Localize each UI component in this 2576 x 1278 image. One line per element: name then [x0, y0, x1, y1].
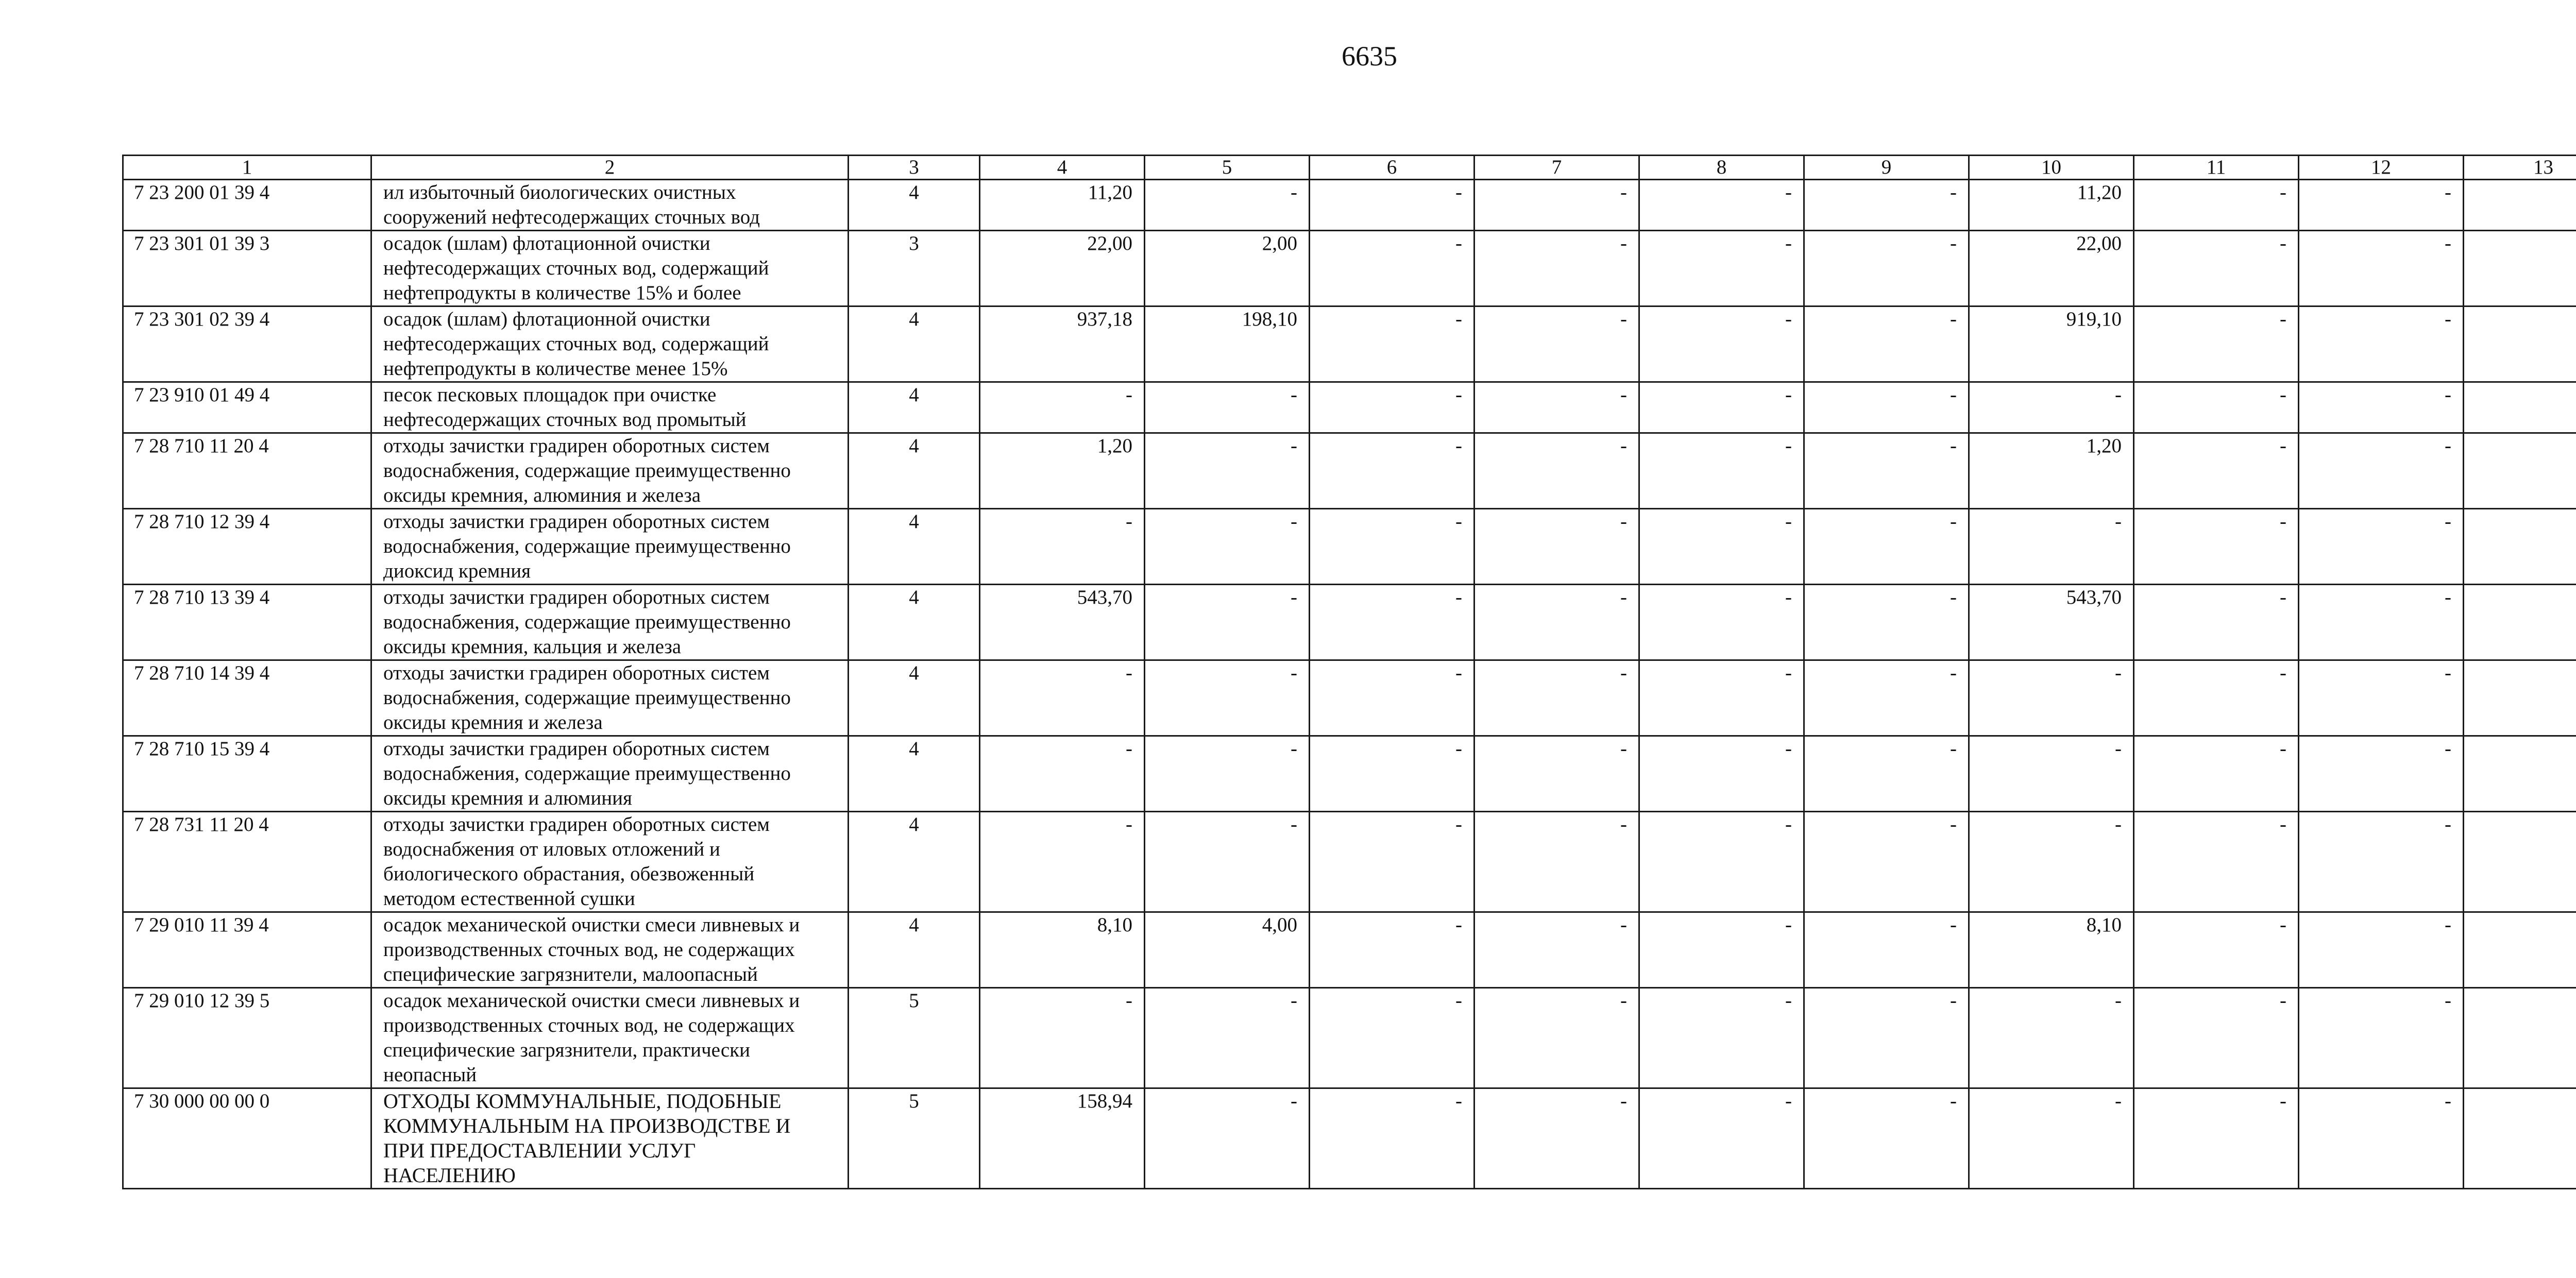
hazard-class-cell: 4 — [849, 812, 980, 912]
column-number-8: 8 — [1639, 156, 1804, 180]
value-cell-col-12: - — [2299, 231, 2464, 306]
waste-name-cell — [371, 382, 849, 433]
value-cell-col-4: - — [980, 988, 1145, 1088]
value-cell-col-8: - — [1639, 660, 1804, 736]
value-cell-col-13 — [2464, 812, 2576, 912]
waste-code-cell: 7 28 710 15 39 4 — [123, 736, 371, 812]
value-cell-col-7: - — [1475, 585, 1639, 660]
hazard-class-cell: 5 — [849, 1088, 980, 1189]
value-cell-col-8: - — [1639, 231, 1804, 306]
waste-name-line: осадок (шлам) флотационной очистки — [383, 308, 710, 330]
value-cell-col-5: - — [1145, 736, 1310, 812]
value-cell-col-8: - — [1639, 306, 1804, 382]
value-cell-col-9: - — [1804, 736, 1969, 812]
hazard-class-cell: 4 — [849, 660, 980, 736]
value-cell-col-13 — [2464, 180, 2576, 231]
waste-code-cell: 7 23 200 01 39 4 — [123, 180, 371, 231]
value-cell-col-6: - — [1310, 736, 1475, 812]
waste-table — [122, 155, 2576, 1189]
value-cell-col-13 — [2464, 660, 2576, 736]
table-row — [123, 912, 2576, 988]
value-cell-col-12: - — [2299, 812, 2464, 912]
value-cell-col-8: - — [1639, 1088, 1804, 1189]
value-cell-col-8: - — [1639, 433, 1804, 509]
value-cell-col-7: - — [1475, 988, 1639, 1088]
value-cell-col-10: 22,00 — [1969, 231, 2134, 306]
waste-code-cell: 7 23 301 01 39 3 — [123, 231, 371, 306]
waste-name-line: водоснабжения, содержащие преимущественно — [383, 611, 791, 633]
value-cell-col-13 — [2464, 1088, 2576, 1189]
column-number-2: 2 — [371, 156, 849, 180]
waste-name-line: осадок механической очистки смеси ливневых и — [383, 990, 800, 1012]
table-body — [123, 180, 2576, 1189]
waste-name-line: оксиды кремния, кальция и железа — [383, 636, 682, 658]
value-cell-col-10: - — [1969, 988, 2134, 1088]
value-cell-col-4: - — [980, 509, 1145, 585]
value-cell-col-6: - — [1310, 660, 1475, 736]
table-header — [123, 156, 2576, 180]
waste-name-line: ПРИ ПРЕДОСТАВЛЕНИИ УСЛУГ — [383, 1139, 696, 1162]
value-cell-col-7: - — [1475, 912, 1639, 988]
value-cell-col-10: - — [1969, 812, 2134, 912]
waste-name-line: водоснабжения, содержащие преимущественно — [383, 762, 791, 785]
waste-name-cell — [371, 988, 849, 1088]
value-cell-col-7: - — [1475, 736, 1639, 812]
value-cell-col-9: - — [1804, 509, 1969, 585]
value-cell-col-7: - — [1475, 382, 1639, 433]
value-cell-col-6: - — [1310, 988, 1475, 1088]
value-cell-col-12: - — [2299, 382, 2464, 433]
value-cell-col-4: 937,18 — [980, 306, 1145, 382]
value-cell-col-8: - — [1639, 509, 1804, 585]
value-cell-col-12: - — [2299, 433, 2464, 509]
waste-name-line: осадок механической очистки смеси ливневых и — [383, 914, 800, 936]
waste-name-cell — [371, 1088, 849, 1189]
waste-name-line: биологического обрастания, обезвоженный — [383, 863, 755, 885]
value-cell-col-4: - — [980, 660, 1145, 736]
value-cell-col-12: - — [2299, 660, 2464, 736]
waste-name-line: НАСЕЛЕНИЮ — [383, 1164, 516, 1187]
waste-name-line: нефтепродукты в количестве менее 15% — [383, 357, 728, 380]
value-cell-col-5: - — [1145, 382, 1310, 433]
table-row — [123, 509, 2576, 585]
value-cell-col-4: 22,00 — [980, 231, 1145, 306]
value-cell-col-6: - — [1310, 433, 1475, 509]
value-cell-col-13 — [2464, 306, 2576, 382]
waste-name-line: водоснабжения, содержащие преимущественно — [383, 459, 791, 482]
value-cell-col-10: 11,20 — [1969, 180, 2134, 231]
value-cell-col-9: - — [1804, 231, 1969, 306]
waste-name-line: специфические загрязнители, практически — [383, 1039, 750, 1061]
value-cell-col-7: - — [1475, 660, 1639, 736]
value-cell-col-9: - — [1804, 988, 1969, 1088]
waste-name-cell — [371, 180, 849, 231]
value-cell-col-13 — [2464, 736, 2576, 812]
column-number-11: 11 — [2134, 156, 2299, 180]
waste-code-cell: 7 23 910 01 49 4 — [123, 382, 371, 433]
waste-name-line: сооружений нефтесодержащих сточных вод — [383, 206, 760, 228]
value-cell-col-11: - — [2134, 812, 2299, 912]
waste-name-cell — [371, 812, 849, 912]
waste-name-line: водоснабжения от иловых отложений и — [383, 838, 720, 860]
value-cell-col-6: - — [1310, 1088, 1475, 1189]
value-cell-col-6: - — [1310, 585, 1475, 660]
value-cell-col-10: 919,10 — [1969, 306, 2134, 382]
value-cell-col-8: - — [1639, 585, 1804, 660]
value-cell-col-12: - — [2299, 306, 2464, 382]
value-cell-col-11: - — [2134, 382, 2299, 433]
value-cell-col-12: - — [2299, 988, 2464, 1088]
waste-name-line: водоснабжения, содержащие преимущественно — [383, 535, 791, 557]
hazard-class-cell: 3 — [849, 231, 980, 306]
waste-name-line: оксиды кремния и алюминия — [383, 787, 632, 809]
value-cell-col-10: - — [1969, 509, 2134, 585]
column-number-12: 12 — [2299, 156, 2464, 180]
table-row — [123, 433, 2576, 509]
column-number-4: 4 — [980, 156, 1145, 180]
value-cell-col-11: - — [2134, 1088, 2299, 1189]
waste-name-line: диоксид кремния — [383, 560, 531, 582]
value-cell-col-5: - — [1145, 1088, 1310, 1189]
waste-code-cell: 7 28 731 11 20 4 — [123, 812, 371, 912]
hazard-class-cell: 5 — [849, 988, 980, 1088]
value-cell-col-12: - — [2299, 912, 2464, 988]
value-cell-col-10: - — [1969, 736, 2134, 812]
waste-name-line: ил избыточный биологических очистных — [383, 181, 736, 203]
waste-code-cell: 7 29 010 11 39 4 — [123, 912, 371, 988]
value-cell-col-4: 1,20 — [980, 433, 1145, 509]
value-cell-col-4: - — [980, 382, 1145, 433]
value-cell-col-10: - — [1969, 382, 2134, 433]
hazard-class-cell: 4 — [849, 433, 980, 509]
column-number-13: 13 — [2464, 156, 2576, 180]
table-row — [123, 180, 2576, 231]
waste-code-cell: 7 28 710 11 20 4 — [123, 433, 371, 509]
value-cell-col-8: - — [1639, 180, 1804, 231]
column-number-6: 6 — [1310, 156, 1475, 180]
value-cell-col-9: - — [1804, 660, 1969, 736]
waste-name-line: методом естественной сушки — [383, 888, 635, 910]
hazard-class-cell: 4 — [849, 736, 980, 812]
waste-name-cell — [371, 509, 849, 585]
waste-name-line: водоснабжения, содержащие преимущественно — [383, 687, 791, 709]
value-cell-col-7: - — [1475, 180, 1639, 231]
value-cell-col-9: - — [1804, 1088, 1969, 1189]
waste-name-line: нефтесодержащих сточных вод, содержащий — [383, 333, 769, 355]
value-cell-col-8: - — [1639, 812, 1804, 912]
table-row — [123, 231, 2576, 306]
value-cell-col-10: - — [1969, 1088, 2134, 1189]
value-cell-col-5: - — [1145, 585, 1310, 660]
value-cell-col-6: - — [1310, 180, 1475, 231]
waste-name-line: специфические загрязнители, малоопасный — [383, 963, 758, 985]
value-cell-col-13 — [2464, 509, 2576, 585]
value-cell-col-12: - — [2299, 736, 2464, 812]
value-cell-col-7: - — [1475, 306, 1639, 382]
value-cell-col-9: - — [1804, 433, 1969, 509]
value-cell-col-5: 4,00 — [1145, 912, 1310, 988]
value-cell-col-8: - — [1639, 912, 1804, 988]
waste-name-line: ОТХОДЫ КОММУНАЛЬНЫЕ, ПОДОБНЫЕ — [383, 1089, 782, 1113]
column-number-10: 10 — [1969, 156, 2134, 180]
table-row — [123, 306, 2576, 382]
waste-code-cell: 7 30 000 00 00 0 — [123, 1088, 371, 1189]
value-cell-col-4: - — [980, 812, 1145, 912]
value-cell-col-6: - — [1310, 912, 1475, 988]
column-number-3: 3 — [849, 156, 980, 180]
value-cell-col-6: - — [1310, 382, 1475, 433]
waste-name-line: отходы зачистки градирен оборотных систем — [383, 738, 770, 760]
value-cell-col-9: - — [1804, 382, 1969, 433]
value-cell-col-7: - — [1475, 812, 1639, 912]
value-cell-col-13 — [2464, 231, 2576, 306]
value-cell-col-12: - — [2299, 180, 2464, 231]
value-cell-col-10: 8,10 — [1969, 912, 2134, 988]
value-cell-col-11: - — [2134, 306, 2299, 382]
value-cell-col-5: 198,10 — [1145, 306, 1310, 382]
table-row — [123, 736, 2576, 812]
waste-name-line: отходы зачистки градирен оборотных систем — [383, 813, 770, 836]
waste-name-line: отходы зачистки градирен оборотных систем — [383, 662, 770, 684]
value-cell-col-11: - — [2134, 231, 2299, 306]
waste-code-cell: 7 28 710 13 39 4 — [123, 585, 371, 660]
column-number-5: 5 — [1145, 156, 1310, 180]
value-cell-col-4: 158,94 — [980, 1088, 1145, 1189]
value-cell-col-8: - — [1639, 736, 1804, 812]
hazard-class-cell: 4 — [849, 306, 980, 382]
table-row — [123, 660, 2576, 736]
value-cell-col-4: - — [980, 736, 1145, 812]
waste-name-line: отходы зачистки градирен оборотных систем — [383, 510, 770, 533]
value-cell-col-11: - — [2134, 585, 2299, 660]
value-cell-col-5: - — [1145, 988, 1310, 1088]
waste-name-line: нефтепродукты в количестве 15% и более — [383, 282, 741, 304]
value-cell-col-9: - — [1804, 912, 1969, 988]
value-cell-col-5: 2,00 — [1145, 231, 1310, 306]
waste-name-cell — [371, 433, 849, 509]
waste-name-line: нефтесодержащих сточных вод промытый — [383, 408, 747, 431]
table-row — [123, 585, 2576, 660]
value-cell-col-5: - — [1145, 812, 1310, 912]
value-cell-col-5: - — [1145, 433, 1310, 509]
value-cell-col-12: - — [2299, 585, 2464, 660]
value-cell-col-5: - — [1145, 660, 1310, 736]
hazard-class-cell: 4 — [849, 912, 980, 988]
waste-name-line: оксиды кремния и железа — [383, 711, 603, 734]
waste-name-line: отходы зачистки градирен оборотных систем — [383, 435, 770, 457]
value-cell-col-8: - — [1639, 988, 1804, 1088]
value-cell-col-7: - — [1475, 1088, 1639, 1189]
value-cell-col-11: - — [2134, 509, 2299, 585]
waste-name-cell — [371, 585, 849, 660]
waste-name-line: оксиды кремния, алюминия и железа — [383, 484, 701, 506]
value-cell-col-5: - — [1145, 509, 1310, 585]
waste-name-line: неопасный — [383, 1064, 477, 1086]
value-cell-col-7: - — [1475, 231, 1639, 306]
table-row — [123, 1088, 2576, 1189]
waste-name-cell — [371, 736, 849, 812]
value-cell-col-4: 11,20 — [980, 180, 1145, 231]
value-cell-col-13 — [2464, 382, 2576, 433]
waste-name-line: отходы зачистки градирен оборотных систем — [383, 586, 770, 608]
table-row — [123, 988, 2576, 1088]
waste-code-cell: 7 29 010 12 39 5 — [123, 988, 371, 1088]
value-cell-col-8: - — [1639, 382, 1804, 433]
waste-code-cell: 7 28 710 14 39 4 — [123, 660, 371, 736]
waste-name-cell — [371, 306, 849, 382]
waste-name-line: КОММУНАЛЬНЫМ НА ПРОИЗВОДСТВЕ И — [383, 1114, 791, 1137]
value-cell-col-11: - — [2134, 736, 2299, 812]
column-number-7: 7 — [1475, 156, 1639, 180]
value-cell-col-13 — [2464, 912, 2576, 988]
value-cell-col-7: - — [1475, 509, 1639, 585]
hazard-class-cell: 4 — [849, 585, 980, 660]
value-cell-col-4: 8,10 — [980, 912, 1145, 988]
value-cell-col-11: - — [2134, 433, 2299, 509]
value-cell-col-6: - — [1310, 812, 1475, 912]
value-cell-col-13 — [2464, 988, 2576, 1088]
value-cell-col-13 — [2464, 585, 2576, 660]
value-cell-col-6: - — [1310, 509, 1475, 585]
table-row — [123, 382, 2576, 433]
waste-name-cell — [371, 231, 849, 306]
waste-name-line: производственных сточных вод, не содержащих — [383, 939, 795, 961]
value-cell-col-12: - — [2299, 1088, 2464, 1189]
waste-code-cell: 7 28 710 12 39 4 — [123, 509, 371, 585]
value-cell-col-9: - — [1804, 306, 1969, 382]
value-cell-col-6: - — [1310, 231, 1475, 306]
value-cell-col-13 — [2464, 433, 2576, 509]
value-cell-col-7: - — [1475, 433, 1639, 509]
value-cell-col-11: - — [2134, 180, 2299, 231]
value-cell-col-12: - — [2299, 509, 2464, 585]
waste-name-cell — [371, 912, 849, 988]
value-cell-col-9: - — [1804, 585, 1969, 660]
hazard-class-cell: 4 — [849, 180, 980, 231]
column-number-9: 9 — [1804, 156, 1969, 180]
hazard-class-cell: 4 — [849, 509, 980, 585]
value-cell-col-10: 1,20 — [1969, 433, 2134, 509]
waste-name-line: нефтесодержащих сточных вод, содержащий — [383, 257, 769, 279]
value-cell-col-9: - — [1804, 180, 1969, 231]
value-cell-col-10: 543,70 — [1969, 585, 2134, 660]
value-cell-col-6: - — [1310, 306, 1475, 382]
value-cell-col-10: - — [1969, 660, 2134, 736]
value-cell-col-9: - — [1804, 812, 1969, 912]
hazard-class-cell: 4 — [849, 382, 980, 433]
page-number: 6635 — [1342, 41, 1397, 72]
value-cell-col-11: - — [2134, 988, 2299, 1088]
value-cell-col-5: - — [1145, 180, 1310, 231]
waste-name-cell — [371, 660, 849, 736]
column-number-1: 1 — [123, 156, 371, 180]
waste-name-line: производственных сточных вод, не содержащих — [383, 1014, 795, 1036]
value-cell-col-11: - — [2134, 912, 2299, 988]
waste-name-line: песок песковых площадок при очистке — [383, 384, 717, 406]
value-cell-col-11: - — [2134, 660, 2299, 736]
waste-name-line: осадок (шлам) флотационной очистки — [383, 232, 710, 254]
column-number-row — [123, 156, 2576, 180]
value-cell-col-4: 543,70 — [980, 585, 1145, 660]
table-row — [123, 812, 2576, 912]
waste-code-cell: 7 23 301 02 39 4 — [123, 306, 371, 382]
